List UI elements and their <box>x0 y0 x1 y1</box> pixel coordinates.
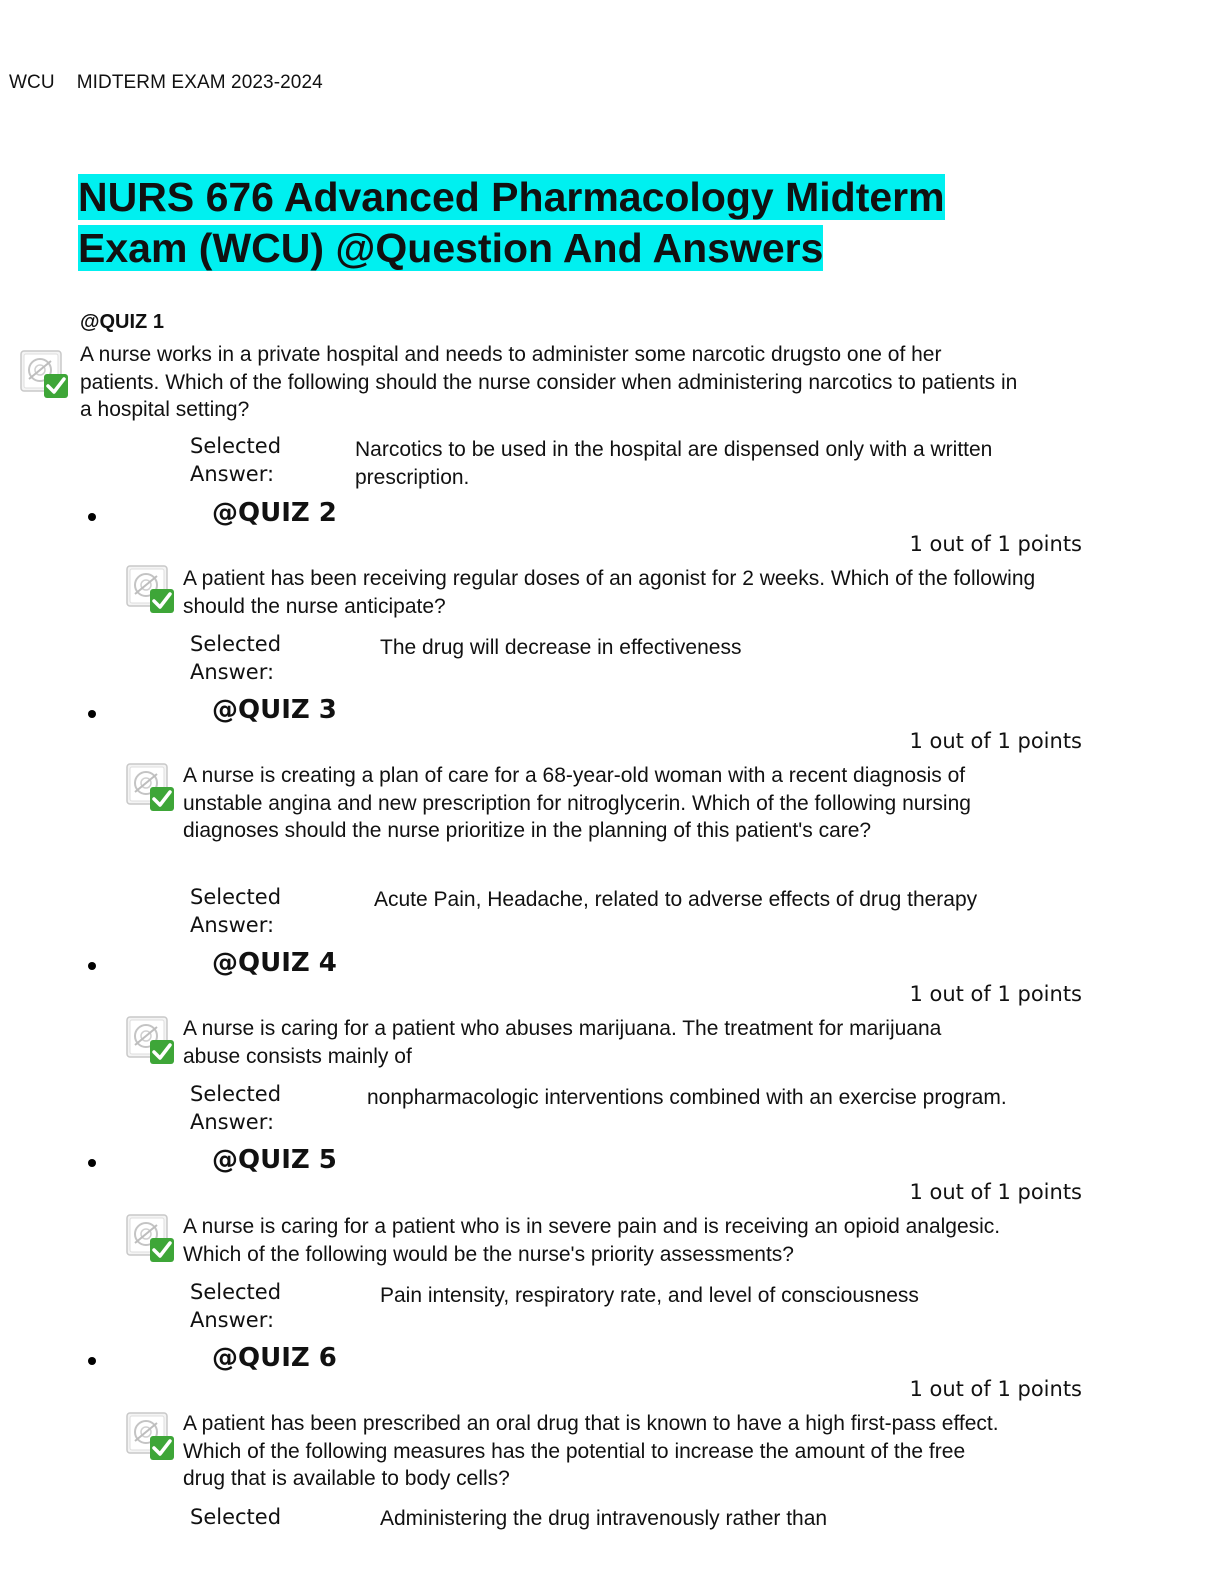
bullet <box>88 1357 96 1365</box>
quiz-3-answer: Acute Pain, Headache, related to adverse effects of drug therapy <box>374 888 978 911</box>
quiz-2-points: 1 out of 1 points <box>909 532 1082 556</box>
quiz-6-heading: @QUIZ 6 <box>212 1343 337 1373</box>
page-title <box>78 172 1018 274</box>
quiz-1-question: A nurse works in a private hospital and needs to administer some narcotic drugsto one of her patients. Which of the following should the nurse consider when administering narcotics to patients in a hospital setting? <box>80 343 1018 421</box>
quiz-4-question: A nurse is caring for a patient who abuses marijuana. The treatment for marijuana abuse consists mainly of <box>183 1017 942 1068</box>
bullet <box>88 513 96 521</box>
quiz-6-question: A patient has been prescribed an oral drug that is known to have a high first-pass effect. Which of the following measures has the potential to increase the amount of the free drug that is available to body cells? <box>183 1412 999 1490</box>
quiz-1-answer: Narcotics to be used in the hospital are dispensed only with a written prescription. <box>355 438 993 489</box>
quiz-3-selected-label: Selected Answer: <box>190 885 282 937</box>
quiz-6-selected-label: Selected <box>190 1505 282 1529</box>
checkmark-correct-icon <box>126 565 176 615</box>
quiz-4-heading: @QUIZ 4 <box>212 948 337 978</box>
quiz-5-selected-label: Selected Answer: <box>190 1280 282 1332</box>
header-exam: MIDTERM EXAM 2023-2024 <box>76 72 323 93</box>
checkmark-correct-icon <box>126 1214 176 1264</box>
quiz-5-question: A nurse is caring for a patient who is in severe pain and is receiving an opioid analgesic. Which of the following would be the nurse's priority assessments? <box>183 1215 1001 1266</box>
checkmark-correct-icon <box>126 763 176 813</box>
quiz-4-points: 1 out of 1 points <box>909 982 1082 1006</box>
quiz-4-selected-label: Selected Answer: <box>190 1082 282 1134</box>
quiz-2-question: A patient has been receiving regular doses of an agonist for 2 weeks. Which of the following should the nurse anticipate? <box>183 567 1036 618</box>
page-title-text: NURS 676 Advanced Pharmacology Midterm Exam (WCU) @Question And Answers <box>78 174 945 271</box>
quiz-3-question: A nurse is creating a plan of care for a 68-year-old woman with a recent diagnosis of unstable angina and new prescription for nitroglycerin. Which of the following nursing diagnoses should the nurse prioritize in the planning of this patient's care? <box>183 764 971 842</box>
bullet <box>88 1159 96 1167</box>
checkmark-correct-icon <box>126 1016 176 1066</box>
header-school: WCU <box>9 72 55 93</box>
quiz-4-answer: nonpharmacologic interventions combined with an exercise program. <box>367 1086 1007 1109</box>
quiz-3-points: 1 out of 1 points <box>909 729 1082 753</box>
page-header <box>9 72 323 94</box>
quiz-2-heading: @QUIZ 2 <box>212 498 337 528</box>
checkmark-correct-icon <box>126 1412 176 1462</box>
quiz-2-selected-label: Selected Answer: <box>190 632 282 684</box>
quiz-1-heading: @QUIZ 1 <box>80 311 164 333</box>
bullet <box>88 710 96 718</box>
bullet <box>88 962 96 970</box>
quiz-6-answer: Administering the drug intravenously rather than <box>380 1507 828 1530</box>
quiz-3-heading: @QUIZ 3 <box>212 695 337 725</box>
quiz-5-heading: @QUIZ 5 <box>212 1145 337 1175</box>
quiz-1-selected-label: Selected Answer: <box>190 434 282 486</box>
quiz-6-points: 1 out of 1 points <box>909 1377 1082 1401</box>
quiz-2-answer: The drug will decrease in effectiveness <box>380 636 742 659</box>
quiz-5-answer: Pain intensity, respiratory rate, and level of consciousness <box>380 1284 919 1307</box>
checkmark-correct-icon <box>20 350 70 400</box>
quiz-5-points: 1 out of 1 points <box>909 1180 1082 1204</box>
